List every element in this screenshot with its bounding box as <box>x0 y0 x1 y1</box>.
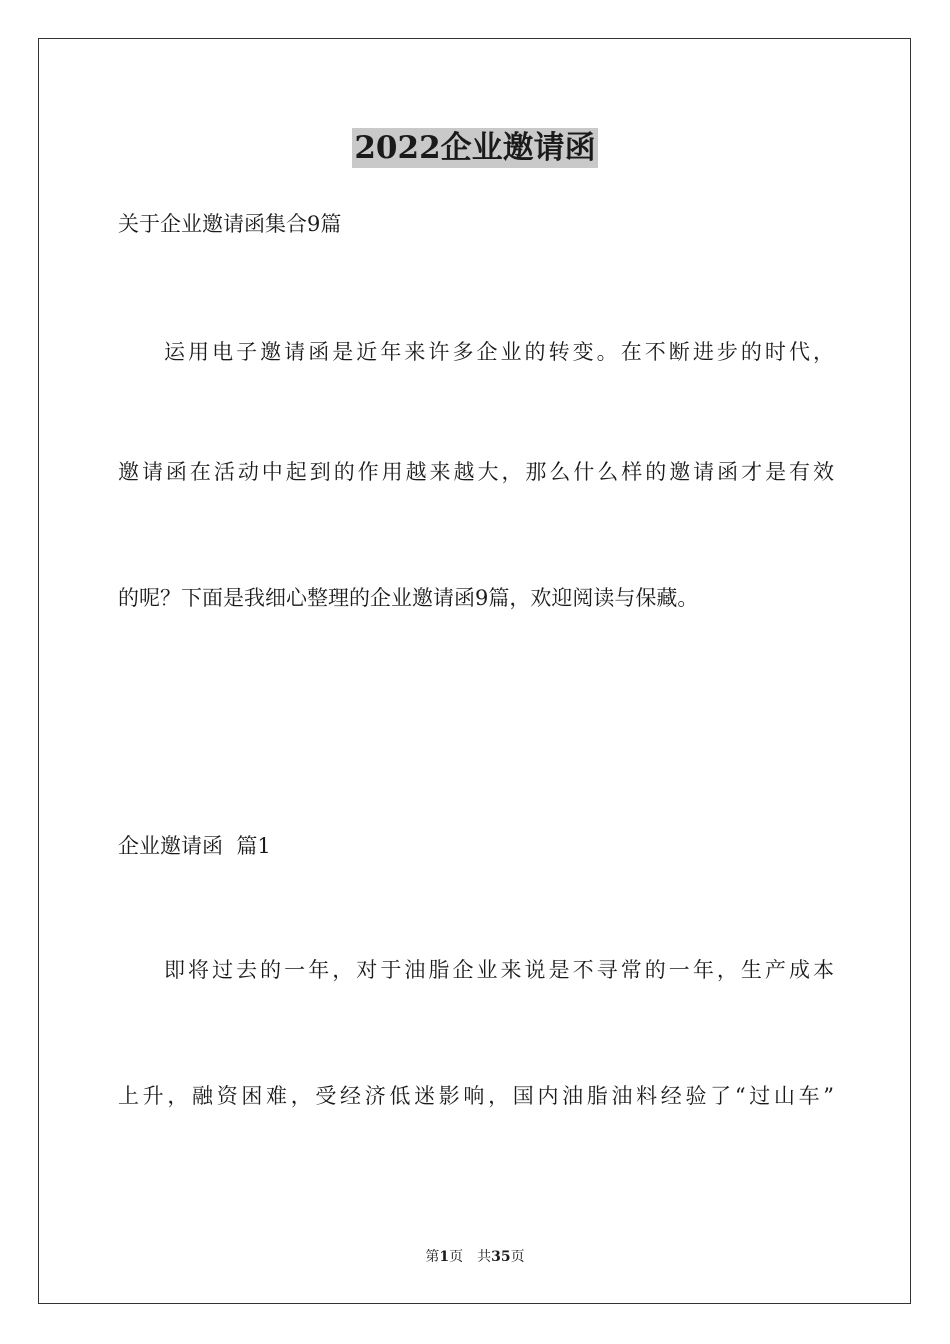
page-prefix: 第 <box>425 1249 440 1265</box>
intro-line-1: 运用电子邀请函是近年来许多企业的转变。在不断进步的时代， <box>164 340 834 364</box>
total-pages: 35 <box>491 1249 511 1265</box>
page-number: 1 <box>439 1249 450 1265</box>
page-footer <box>0 1247 950 1267</box>
document-title: 2022企业邀请函 <box>354 130 596 166</box>
page-suffix: 页 <box>449 1249 464 1265</box>
section-heading: 企业邀请函 篇1 <box>118 834 271 858</box>
intro-line-2: 邀请函在活动中起到的作用越来越大，那么什么样的邀请函才是有效 <box>118 460 834 484</box>
total-suffix: 页 <box>510 1249 525 1265</box>
document-subtitle: 关于企业邀请函集合9篇 <box>118 212 342 236</box>
total-prefix: 共 <box>477 1249 492 1265</box>
intro-line-3: 的呢？下面是我细心整理的企业邀请函9篇，欢迎阅读与保藏。 <box>118 586 699 610</box>
title-container <box>0 128 950 168</box>
section-line-2: 上升，融资困难，受经济低迷影响，国内油脂油料经验了“过山车” <box>118 1084 834 1108</box>
section-line-1: 即将过去的一年，对于油脂企业来说是不寻常的一年，生产成本 <box>164 958 834 982</box>
